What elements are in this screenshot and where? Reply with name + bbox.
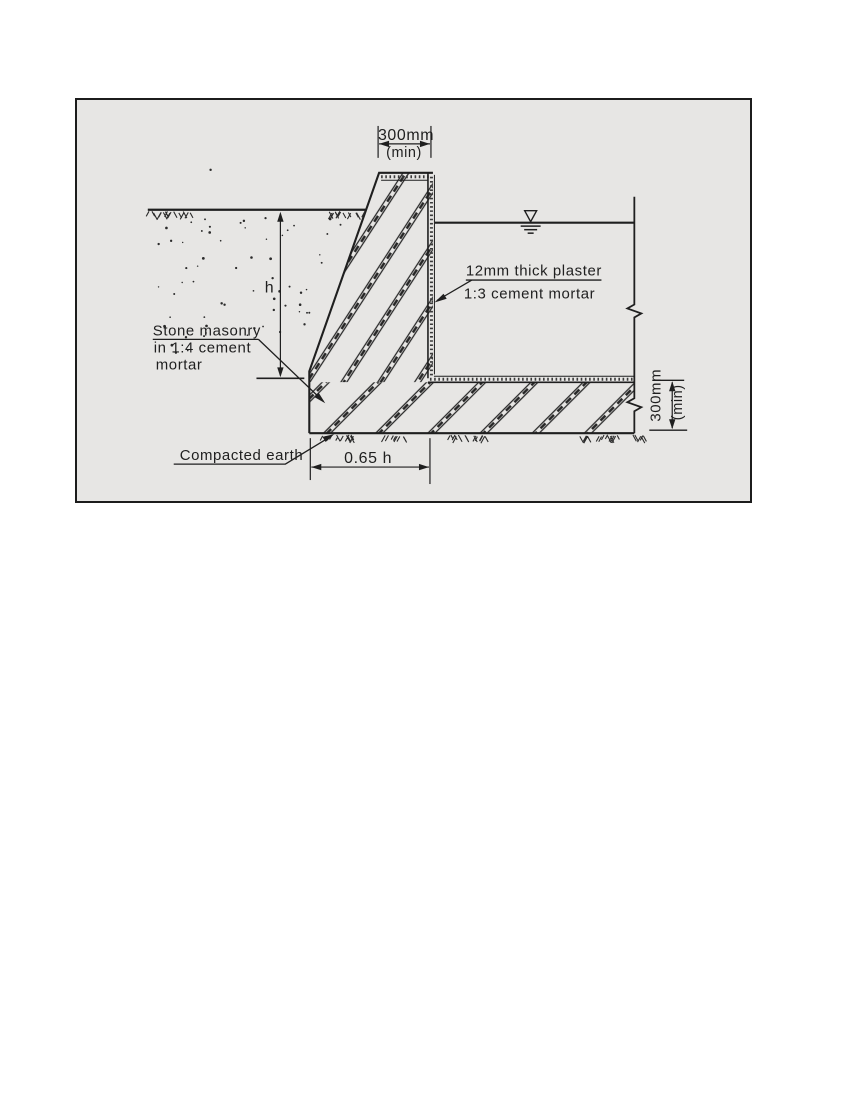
compacted-earth-label: Compacted earth — [179, 447, 304, 465]
masonry-label-line3: mortar — [155, 356, 203, 374]
wall-masonry-hatch — [304, 168, 440, 387]
base-slab-hatch — [306, 379, 639, 437]
wall-height-value: h — [264, 279, 275, 297]
base-thickness-qualifier: (min) — [670, 384, 687, 421]
base-width-value: 0.65 h — [344, 450, 393, 468]
base-thickness-value: 300mm — [647, 368, 665, 422]
masonry-label-line1: Stone masonry — [152, 322, 261, 340]
plaster-label-line1: 12mm thick plaster — [465, 262, 602, 280]
top-width-qualifier: (min) — [386, 144, 422, 161]
top-width-value: 300mm — [377, 126, 435, 144]
masonry-label-line2: in 1:4 cement — [153, 339, 252, 357]
dimension-wall-height — [256, 214, 304, 379]
plaster-leader-arrow — [434, 294, 446, 303]
retaining-wall-diagram — [77, 100, 750, 501]
figure-frame — [75, 98, 752, 503]
plaster-label-line2: 1:3 cement mortar — [463, 285, 596, 303]
stray-dot — [209, 169, 211, 171]
